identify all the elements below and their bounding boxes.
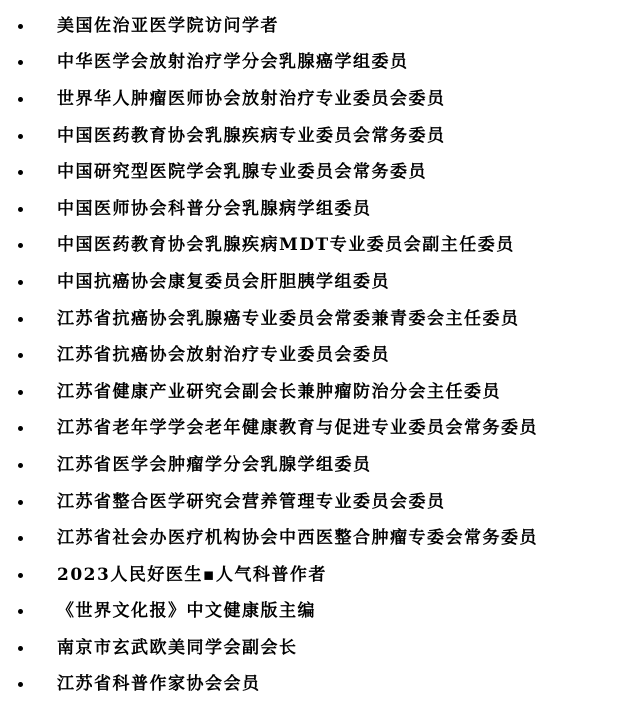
bullet-icon: [18, 280, 23, 285]
bullet-icon: [18, 207, 23, 212]
list-item: [0, 484, 620, 521]
list-item-text: 中国医药教育协会乳腺疾病MDT专业委员会副主任委员: [57, 235, 515, 256]
list-item: [0, 154, 620, 191]
list-item: [0, 8, 620, 45]
list-item: [0, 81, 620, 118]
list-item-text: 江苏省老年学学会老年健康教育与促进专业委员会常务委员: [57, 418, 538, 439]
bullet-icon: [18, 609, 23, 614]
bullet-icon: [18, 170, 23, 175]
bullet-icon: [18, 134, 23, 139]
credentials-list: [0, 8, 620, 703]
list-item-text: 世界华人肿瘤医师协会放射治疗专业委员会委员: [57, 88, 446, 109]
list-item: [0, 520, 620, 557]
list-item: [0, 411, 620, 448]
bullet-icon: [18, 463, 23, 468]
list-item-text: 江苏省抗癌协会乳腺癌专业委员会常委兼青委会主任委员: [57, 308, 520, 329]
list-item: [0, 557, 620, 594]
list-item: [0, 594, 620, 631]
list-item-text: 江苏省社会办医疗机构协会中西医整合肿瘤专委会常务委员: [57, 528, 538, 549]
list-item-text: 美国佐治亚医学院访问学者: [57, 15, 279, 36]
list-item-text: 中国研究型医院学会乳腺专业委员会常务委员: [57, 162, 427, 183]
list-item-text: 江苏省科普作家协会会员: [57, 674, 261, 695]
bullet-icon: [18, 500, 23, 505]
bullet-icon: [18, 60, 23, 65]
list-item: [0, 118, 620, 155]
list-item-text: 江苏省健康产业研究会副会长兼肿瘤防治分会主任委员: [57, 381, 501, 402]
bullet-icon: [18, 426, 23, 431]
list-item-text: 中华医学会放射治疗学分会乳腺癌学组委员: [57, 52, 409, 73]
list-item: [0, 447, 620, 484]
bullet-icon: [18, 682, 23, 687]
bullet-icon: [18, 390, 23, 395]
list-item: [0, 667, 620, 704]
bullet-icon: [18, 646, 23, 651]
list-item: [0, 630, 620, 667]
list-item-text: 江苏省医学会肿瘤学分会乳腺学组委员: [57, 454, 372, 475]
bullet-icon: [18, 243, 23, 248]
list-item-text: 中国医药教育协会乳腺疾病专业委员会常务委员: [57, 125, 446, 146]
list-item-text: 中国医师协会科普分会乳腺病学组委员: [57, 198, 372, 219]
bullet-icon: [18, 97, 23, 102]
list-item: [0, 301, 620, 338]
bullet-icon: [18, 573, 23, 578]
list-item: [0, 337, 620, 374]
bullet-icon: [18, 353, 23, 358]
list-item: [0, 228, 620, 265]
bullet-icon: [18, 24, 23, 29]
list-item: [0, 264, 620, 301]
bullet-icon: [18, 536, 23, 541]
list-item: [0, 374, 620, 411]
list-item-text: 中国抗癌协会康复委员会肝胆胰学组委员: [57, 271, 390, 292]
list-item: [0, 45, 620, 82]
list-item-text: 南京市玄武欧美同学会副会长: [57, 637, 298, 658]
list-item-text: 2023人民好医生▪人气科普作者: [57, 564, 327, 585]
list-item: [0, 191, 620, 228]
bullet-icon: [18, 317, 23, 322]
list-item-text: 江苏省整合医学研究会营养管理专业委员会委员: [57, 491, 446, 512]
list-item-text: 《世界文化报》中文健康版主编: [57, 601, 316, 622]
list-item-text: 江苏省抗癌协会放射治疗专业委员会委员: [57, 345, 390, 366]
